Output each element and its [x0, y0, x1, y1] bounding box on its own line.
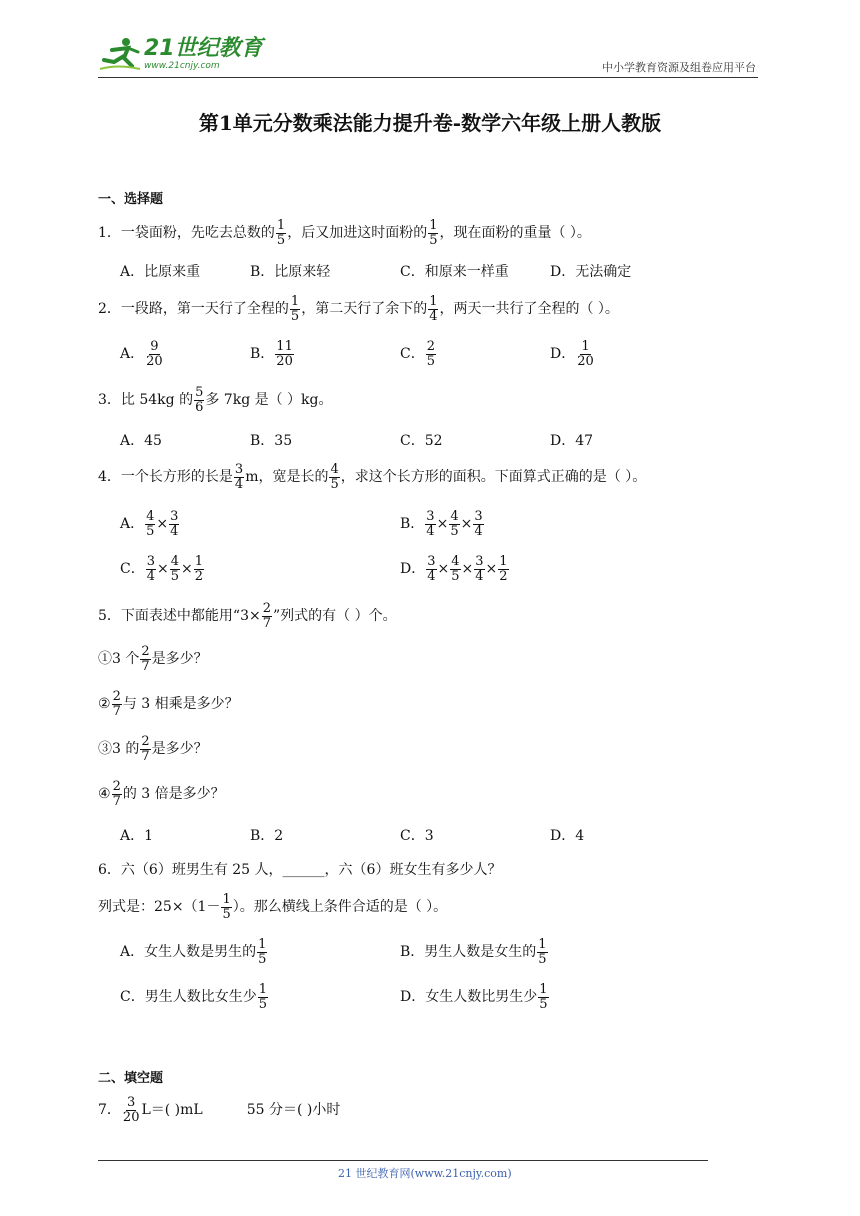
- q4-option-c[interactable]: C． $\frac{3}{4}$ × $\frac{4}{5}$ × $\frac{1}{2}$: [120, 554, 204, 584]
- fraction: $\frac{3}{4}$: [427, 554, 436, 584]
- footer-divider: [98, 1160, 708, 1161]
- question-2: [98, 295, 619, 323]
- fraction: $\frac{3}{4}$: [474, 509, 483, 539]
- platform-label: 中小学教育资源及组卷应用平台: [602, 61, 756, 74]
- q6-option-a[interactable]: A．女生人数是男生的 $\frac{1}{5}$: [120, 937, 267, 967]
- q4-option-a[interactable]: A． $\frac{4}{5}$ × $\frac{3}{4}$: [120, 509, 179, 539]
- fraction: $\frac{2}{7}$: [141, 734, 150, 764]
- fraction: $\frac{5}{6}$: [195, 385, 204, 415]
- fraction: $\frac{3}{4}$: [146, 554, 155, 584]
- q3-option-d[interactable]: D．47: [550, 433, 594, 449]
- q7-blank-hours[interactable]: 55 分＝( )小时: [246, 1102, 341, 1119]
- question-1: [98, 219, 591, 247]
- fraction: $\frac{1}{5}$: [290, 294, 300, 324]
- fraction: $\frac{1}{2}$: [499, 554, 508, 584]
- q3-text-a: 3．比 54kg 的: [98, 392, 194, 409]
- fraction: $\frac{3}{4}$: [426, 509, 435, 539]
- q6-text-b: ，六（6）班女生有多少人？: [324, 862, 502, 878]
- q5-option-a[interactable]: A．1: [120, 828, 154, 844]
- page-title: 第1单元分数乘法能力提升卷-数学六年级上册人教版: [198, 111, 662, 135]
- q6-option-d[interactable]: D．女生人数比男生少 $\frac{1}{5}$: [400, 982, 548, 1012]
- q2-option-c[interactable]: C． $\frac{2}{5}$: [400, 339, 435, 369]
- site-logo: [98, 36, 263, 72]
- fraction: $\frac{1}{5}$: [222, 892, 231, 922]
- q6-text-a: 6．六（6）班男生有 25 人，: [98, 862, 283, 878]
- question-7: 7． $\frac{3}{20}$ L＝( )mL 55 分＝( )小时: [98, 1095, 341, 1125]
- fraction: $\frac{4}{5}$: [170, 554, 180, 584]
- runner-logo-icon: [98, 36, 142, 72]
- question-5: [98, 602, 397, 630]
- q3-option-b[interactable]: B．35: [250, 433, 293, 449]
- question-6: [98, 863, 501, 877]
- q5-text-b: ”列式的有（ ）个。: [272, 608, 397, 625]
- q2-option-a[interactable]: A． $\frac{9}{20}$: [120, 339, 163, 369]
- q2-text-a: 2．一段路，第一天行了全程的: [98, 301, 289, 318]
- q4-option-d[interactable]: D． $\frac{3}{4}$ × $\frac{4}{5}$ × $\frac{3}{4}$ × $\frac{1}{2}$: [400, 554, 508, 584]
- q1-option-a[interactable]: A．比原来重: [120, 264, 201, 280]
- q3-option-c[interactable]: C．52: [400, 433, 443, 449]
- q6-option-c[interactable]: C．男生人数比女生少 $\frac{1}{5}$: [120, 982, 267, 1012]
- q1-option-b[interactable]: B．比原来轻: [250, 264, 331, 280]
- q5-option-c[interactable]: C．3: [400, 828, 434, 844]
- logo-url: www.21cnjy.com: [144, 60, 220, 71]
- fraction: $\frac{4}{5}$: [146, 509, 155, 539]
- q5-text-a: 5．下面表述中都能用“3×: [98, 608, 261, 625]
- answer-blank[interactable]: ______: [282, 862, 325, 878]
- fraction: $\frac{1}{5}$: [539, 982, 548, 1012]
- footer-link[interactable]: 21 世纪教育网(www.21cnjy.com): [338, 1167, 512, 1180]
- fraction: $\frac{2}{7}$: [112, 779, 121, 809]
- q5-statement-4: ④ $\frac{2}{7}$ 的 3 倍是多少？: [98, 779, 225, 809]
- fraction: $\frac{9}{20}$: [146, 339, 163, 369]
- fraction: $\frac{4}{5}$: [450, 509, 459, 539]
- fraction: $\frac{1}{5}$: [258, 937, 267, 967]
- q4-text-a: 4．一个长方形的长是: [98, 469, 233, 486]
- q1-text-c: ，现在面粉的重量（ ）。: [439, 225, 591, 242]
- fraction: $\frac{3}{4}$: [475, 554, 484, 584]
- q3-option-a[interactable]: A．45: [120, 433, 162, 449]
- q4-option-b[interactable]: B． $\frac{3}{4}$ × $\frac{4}{5}$ × $\frac{3}{4}$: [400, 509, 483, 539]
- q1-option-d[interactable]: D．无法确定: [550, 264, 632, 280]
- q4-text-c: ，求这个长方形的面积。下面算式正确的是（ ）。: [340, 469, 647, 486]
- q7-blank-ml[interactable]: L＝( )mL: [141, 1102, 203, 1119]
- q5-statement-3: ③3 的 $\frac{2}{7}$ 是多少？: [98, 734, 208, 764]
- question-4: [98, 463, 646, 491]
- q1-text-b: ，后又加进这时面粉的: [287, 225, 428, 242]
- fraction: $\frac{1}{5}$: [429, 218, 438, 248]
- question-3: [98, 386, 333, 414]
- fraction: $\frac{4}{5}$: [451, 554, 460, 584]
- fraction: $\frac{1}{5}$: [276, 218, 286, 248]
- q5-option-d[interactable]: D．4: [550, 828, 585, 844]
- fraction: $\frac{1}{5}$: [538, 937, 547, 967]
- q5-statement-2: ② $\frac{2}{7}$ 与 3 相乘是多少？: [98, 689, 239, 719]
- q2-text-b: ，第二天行了余下的: [301, 301, 428, 318]
- fraction: $\frac{1}{5}$: [258, 982, 267, 1012]
- fraction: $\frac{11}{20}$: [276, 339, 293, 369]
- fraction: $\frac{3}{4}$: [234, 462, 244, 492]
- fraction: $\frac{2}{7}$: [112, 689, 121, 719]
- logo-text: 21世纪教育: [144, 35, 263, 61]
- q1-text-a: 1．一袋面粉，先吃去总数的: [98, 225, 275, 242]
- fraction: $\frac{2}{7}$: [141, 644, 150, 674]
- q5-statement-1: ①3 个 $\frac{2}{7}$ 是多少？: [98, 644, 208, 674]
- fraction: $\frac{1}{2}$: [194, 554, 204, 584]
- fraction: $\frac{3}{4}$: [170, 509, 179, 539]
- q6-expression: 列式是：25×（1－ $\frac{1}{5}$ ）。那么横线上条件合适的是（ ）。: [98, 892, 448, 922]
- fraction: $\frac{2}{7}$: [262, 601, 271, 631]
- header-divider: [98, 77, 758, 78]
- fraction: $\frac{3}{20}$: [122, 1095, 140, 1125]
- q6-option-b[interactable]: B．男生人数是女生的 $\frac{1}{5}$: [400, 937, 547, 967]
- q2-option-d[interactable]: D． $\frac{1}{20}$: [550, 339, 594, 369]
- fraction: $\frac{4}{5}$: [330, 462, 339, 492]
- q2-text-c: ，两天一共行了全程的（ ）。: [439, 301, 619, 318]
- q5-option-b[interactable]: B．2: [250, 828, 284, 844]
- q3-text-b: 多 7kg 是（ ）kg。: [205, 392, 333, 409]
- q4-text-b: m，宽是长的: [245, 469, 329, 486]
- fraction: $\frac{1}{4}$: [429, 294, 438, 324]
- fraction: $\frac{2}{5}$: [426, 339, 435, 369]
- q2-option-b[interactable]: B． $\frac{11}{20}$: [250, 339, 293, 369]
- q1-option-c[interactable]: C．和原来一样重: [400, 264, 509, 280]
- section-fill-heading: 二、填空题: [98, 1071, 164, 1086]
- fraction: $\frac{1}{20}$: [577, 339, 594, 369]
- section-choice-heading: 一、选择题: [98, 192, 164, 207]
